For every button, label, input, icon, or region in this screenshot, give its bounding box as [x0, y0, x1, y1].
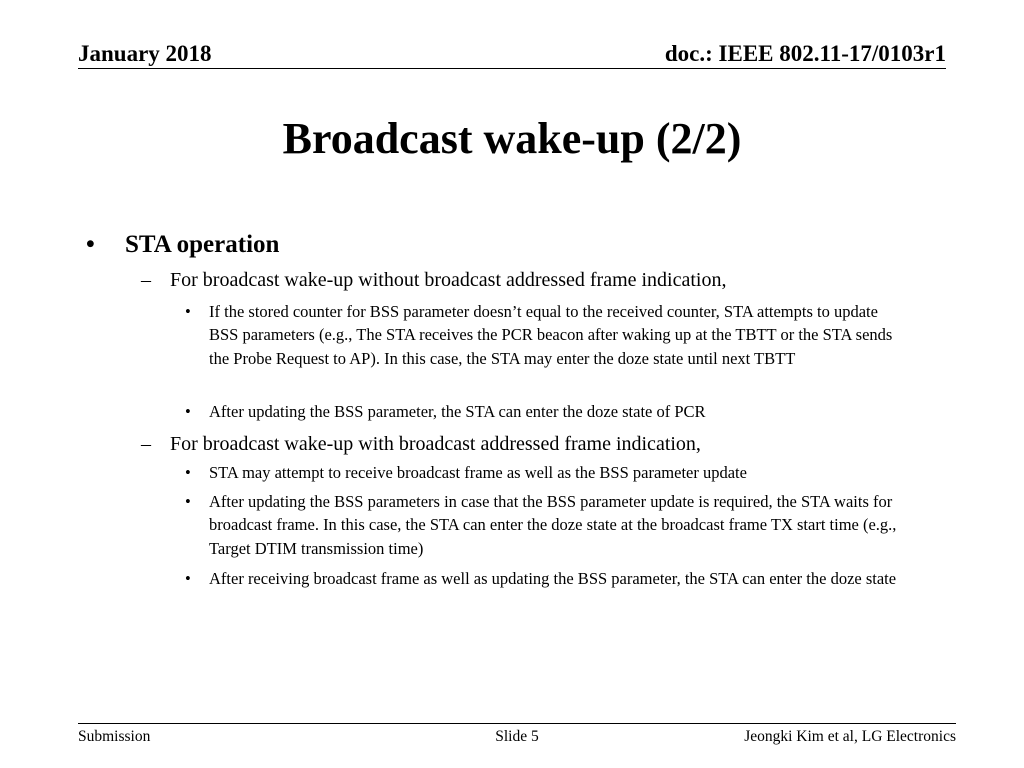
- section-1-item-1: If the stored counter for BSS parameter doesn’t equal to the received counter, STA attempts to update BSS parameters (e.g., The STA receives the PCR beacon after waking up at the TBTT or the STA sends the Probe Request to AP). In this case, the STA may enter the doze state until next TBTT: [209, 302, 893, 368]
- section-2-item-2: After updating the BSS parameters in case that the BSS parameter update is required, the STA waits for broadcast frame. In this case, the STA can enter the doze state at the broadcast frame TX start time (e.g., Target DTIM transmission time): [209, 492, 897, 558]
- section-2-heading: For broadcast wake-up with broadcast addressed frame indication,: [170, 433, 701, 455]
- bullet-marker: •: [185, 569, 191, 588]
- bullet-marker: •: [185, 302, 191, 321]
- dash-marker: –: [141, 269, 151, 291]
- dash-marker: –: [141, 433, 151, 455]
- section-1-heading: For broadcast wake-up without broadcast addressed frame indication,: [170, 269, 727, 291]
- section-2-item-1: STA may attempt to receive broadcast frame as well as the BSS parameter update: [209, 463, 747, 482]
- bullet-marker: •: [86, 231, 95, 258]
- slide-title: Broadcast wake-up (2/2): [282, 114, 742, 163]
- footer-slide-number: Slide 5: [495, 728, 539, 745]
- footer-submission: Submission: [78, 728, 151, 745]
- bullet-marker: •: [185, 463, 191, 482]
- header-date: January 2018: [78, 41, 212, 66]
- footer-author: Jeongki Kim et al, LG Electronics: [744, 728, 956, 745]
- bullet-marker: •: [185, 492, 191, 511]
- footer-divider: [78, 723, 956, 724]
- level1-bullet-text: STA operation: [125, 231, 280, 258]
- section-2-item-3: After receiving broadcast frame as well as updating the BSS parameter, the STA can enter the doze state: [209, 569, 897, 588]
- section-1-item-2: After updating the BSS parameter, the STA can enter the doze state of PCR: [209, 402, 706, 421]
- bullet-marker: •: [185, 402, 191, 421]
- header-doc-id: doc.: IEEE 802.11-17/0103r1: [664, 41, 946, 66]
